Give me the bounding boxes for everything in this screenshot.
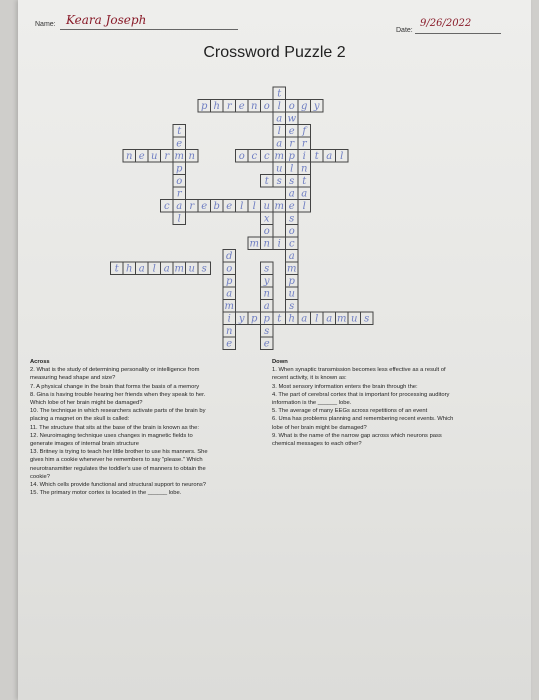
crossword-letter: n (301, 163, 308, 175)
crossword-letter: l (240, 201, 244, 212)
crossword-letter: l (177, 213, 181, 225)
crossword-letter: a (301, 188, 308, 200)
crossword-letter: l (290, 163, 294, 175)
across-clue-line: 7. A physical change in the brain that forms the basis of a memory (30, 383, 200, 390)
crossword-letter: i (277, 238, 281, 250)
down-clue-line: 1. When synaptic transmission becomes less effective as a result of (272, 367, 446, 374)
down-clue-line: 4. The part of cerebral cortex that is important for processing auditory (272, 391, 450, 398)
crossword-letter: y (238, 313, 245, 325)
crossword-letter: c (163, 201, 170, 212)
crossword-letter: t (314, 151, 319, 162)
crossword-letter: b (213, 201, 220, 212)
crossword-letter: m (224, 301, 234, 312)
crossword-letter: s (289, 213, 295, 225)
across-clue-line: 11. The structure that sits at the base of the brain is known as the: (30, 424, 199, 431)
across-clue-line: neurotransmitter regulates the toddler's use of manners to obtain the (30, 465, 206, 472)
crossword-letter: h (213, 101, 220, 112)
crossword-letter: s (201, 263, 207, 275)
across-clue-line: 12. Neuroimaging technique uses changes in magnetic fields to (30, 432, 193, 439)
crossword-letter: a (276, 138, 283, 150)
crossword-letter: o (238, 151, 245, 162)
crossword-letter: a (288, 188, 295, 200)
crossword-letter: m (274, 201, 284, 212)
crossword-letter: e (288, 201, 295, 212)
crossword-letter: f (302, 126, 307, 137)
name-handwritten: Keara Joseph (66, 13, 147, 27)
crossword-letter: l (152, 263, 156, 275)
crossword-letter: u (276, 163, 283, 175)
crossword-letter: e (201, 201, 208, 212)
crossword-letter: r (226, 101, 232, 112)
crossword-letter: y (263, 276, 270, 287)
crossword-letter: s (276, 176, 282, 187)
crossword-letter: s (264, 263, 270, 275)
across-clue-line: measuring head shape and size? (30, 375, 116, 382)
crossword-grid (18, 0, 531, 360)
crossword-letter: t (277, 88, 282, 100)
date-label: Date: (396, 27, 413, 34)
crossword-letter: u (151, 151, 158, 162)
crossword-letter: p (201, 101, 208, 112)
crossword-letter: d (226, 251, 233, 262)
across-heading: Across (30, 359, 50, 365)
crossword-letter: n (188, 151, 195, 162)
crossword-letter: p (226, 276, 233, 287)
across-clue-line: 14. Which cells provide functional and structural support to neurons? (30, 482, 206, 489)
down-heading: Down (272, 359, 288, 365)
crossword-letter: o (226, 263, 233, 275)
crossword-letter: s (289, 301, 295, 312)
down-clue-line: 3. Most sensory information enters the brain through the: (272, 383, 418, 390)
across-clue-line: 8. Gina is having trouble hearing her friends when they speak to her. (30, 391, 206, 398)
crossword-letter: u (288, 288, 295, 300)
crossword-letter: m (274, 151, 284, 162)
across-clue-line: 13. Britney is trying to teach her little brother to use his manners. She (30, 449, 208, 456)
across-clue-line: generate images of internal brain structure (30, 441, 139, 448)
crossword-letter: s (264, 326, 270, 337)
crossword-letter: e (176, 138, 183, 150)
crossword-letter: e (226, 338, 233, 350)
crossword-letter: t (114, 263, 119, 275)
crossword-letter: m (249, 238, 259, 250)
crossword-letter: c (251, 151, 258, 162)
crossword-letter: h (288, 313, 295, 325)
crossword-letter: l (277, 126, 281, 137)
crossword-letter: u (351, 313, 358, 325)
crossword-letter: n (226, 326, 233, 337)
across-clue-line: Which lobe of her brain might be damaged? (30, 400, 143, 407)
crossword-letter: l (277, 101, 281, 112)
crossword-letters (115, 89, 370, 350)
crossword-letter: c (288, 238, 295, 250)
crossword-letter: p (176, 163, 183, 175)
crossword-letter: r (176, 188, 182, 200)
across-clue-line: 15. The primary motor cortex is located in the ______ lobe. (30, 490, 182, 497)
crossword-letter: p (288, 151, 295, 162)
crossword-letter: p (263, 313, 270, 325)
crossword-letter: a (288, 251, 295, 262)
crossword-letter: l (302, 201, 306, 212)
crossword-letter: o (288, 101, 295, 112)
crossword-letter: r (289, 138, 295, 150)
crossword-letter: y (313, 101, 320, 112)
date-handwritten: 9/26/2022 (420, 18, 472, 29)
crossword-letter: a (276, 113, 283, 125)
crossword-letter: e (238, 101, 245, 112)
crossword-letter: m (174, 151, 184, 162)
crossword-letter: n (251, 101, 258, 112)
crossword-letter: a (301, 313, 308, 325)
down-clue-line: information is the ______ lobe. (272, 400, 352, 407)
crossword-letter: n (126, 151, 133, 162)
down-clue-line: 5. The average of many EEGs across repetitions of an event (272, 408, 428, 415)
crossword-letter: w (287, 113, 297, 125)
crossword-letter: m (287, 263, 297, 275)
across-clue-line: cookie? (30, 473, 50, 480)
crossword-letter: p (251, 313, 258, 325)
crossword-letter: n (263, 238, 270, 250)
crossword-letter: l (315, 313, 319, 325)
crossword-letter: m (337, 313, 347, 325)
crossword-letter: s (364, 313, 370, 325)
crossword-letter: a (326, 313, 333, 325)
crossword-letter: n (263, 288, 270, 300)
crossword-letter: i (227, 313, 231, 325)
crossword-letter: a (163, 263, 170, 275)
crossword-letter: e (263, 338, 270, 350)
crossword-letter: a (263, 301, 270, 312)
crossword-letter: i (302, 151, 306, 162)
crossword-letter: r (164, 151, 170, 162)
across-clue-line: placing a magnet on the skull is called: (30, 416, 130, 423)
crossword-letter: e (138, 151, 145, 162)
crossword-letter: t (277, 313, 282, 325)
crossword-letter: a (326, 151, 333, 162)
crossword-letter: a (226, 288, 233, 300)
crossword-letter: e (288, 126, 295, 137)
crossword-letter: o (263, 101, 270, 112)
crossword-letter: a (176, 201, 183, 212)
page-title: Crossword Puzzle 2 (203, 44, 346, 61)
crossword-letter: r (301, 138, 307, 150)
down-clue-line: 9. What is the name of the narrow gap across which neurons pass (272, 432, 442, 439)
crossword-letter: x (263, 213, 270, 225)
crossword-letter: u (263, 201, 270, 212)
name-label: Name: (35, 21, 56, 28)
worksheet-page (18, 0, 531, 700)
crossword-letter: m (174, 263, 184, 275)
down-clue-line: chemical messages to each other? (272, 441, 362, 448)
crossword-letter: t (302, 176, 307, 187)
crossword-letter: o (288, 226, 295, 237)
crossword-letter: r (189, 201, 195, 212)
down-clue-line: 6. Uma has problems planning and remembering recent events. Which (272, 416, 454, 423)
crossword-letter: o (263, 226, 270, 237)
down-clue-line: lobe of her brain might be damaged? (272, 424, 367, 431)
crossword-letter: g (301, 101, 308, 112)
crossword-letter: l (340, 151, 344, 162)
crossword-letter: u (188, 263, 195, 275)
crossword-letter: l (252, 201, 256, 212)
down-clue-line: recent activity, it is known as: (272, 375, 347, 382)
crossword-letter: p (288, 276, 295, 287)
crossword-letter: o (176, 176, 183, 187)
crossword-letter: e (226, 201, 233, 212)
crossword-cells (111, 87, 374, 350)
down-clues (272, 358, 453, 448)
across-clue-line: gives him a cookie whenever he remembers to say "please." Which (30, 457, 203, 464)
crossword-letter: h (126, 263, 133, 275)
crossword-letter: s (289, 176, 295, 187)
across-clue-line: 10. The technique in which researchers activate parts of the brain by (30, 408, 206, 415)
crossword-letter: a (138, 263, 145, 275)
crossword-letter: t (177, 126, 182, 137)
across-clue-line: 2. What is the study of determining personality or intelligence from (30, 367, 200, 374)
crossword-letter: c (263, 151, 270, 162)
crossword-letter: t (264, 176, 269, 187)
across-clues (30, 358, 208, 497)
